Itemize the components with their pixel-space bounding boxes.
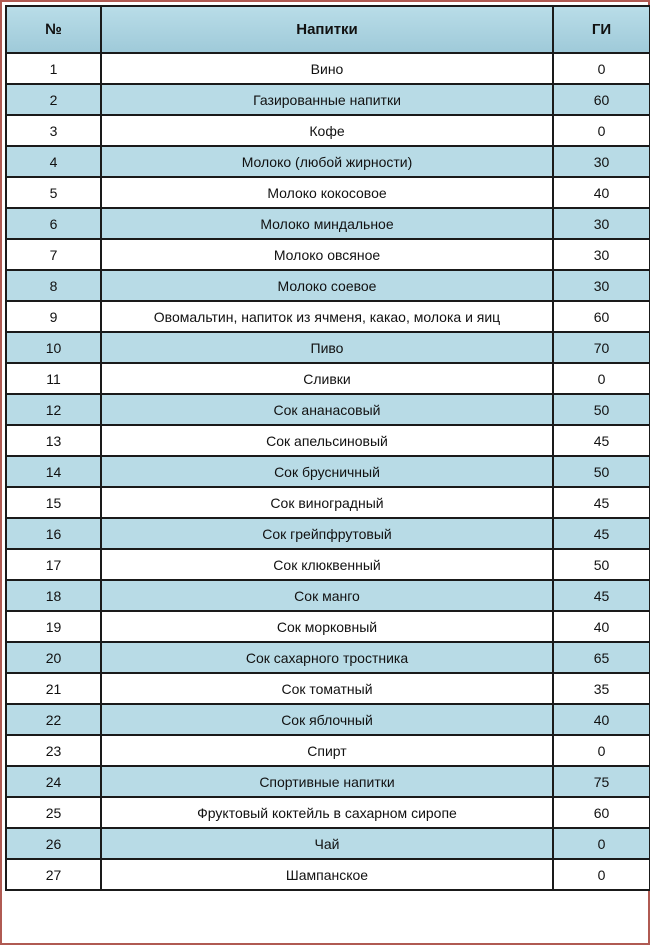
row-number-cell: 8 bbox=[6, 270, 101, 301]
gi-value-cell: 40 bbox=[553, 177, 650, 208]
drink-name-cell: Спирт bbox=[101, 735, 553, 766]
row-number-cell: 7 bbox=[6, 239, 101, 270]
row-number-cell: 26 bbox=[6, 828, 101, 859]
table-row bbox=[6, 704, 650, 735]
drink-name-cell: Сок грейпфрутовый bbox=[101, 518, 553, 549]
header-number: № bbox=[6, 6, 101, 53]
gi-value-cell: 60 bbox=[553, 797, 650, 828]
drink-name-cell: Кофе bbox=[101, 115, 553, 146]
table-row bbox=[6, 735, 650, 766]
table-header-row bbox=[6, 6, 650, 53]
gi-value-cell: 60 bbox=[553, 84, 650, 115]
row-number-cell: 20 bbox=[6, 642, 101, 673]
table-row bbox=[6, 487, 650, 518]
gi-value-cell: 50 bbox=[553, 394, 650, 425]
drink-name-cell: Молоко соевое bbox=[101, 270, 553, 301]
table-row bbox=[6, 84, 650, 115]
row-number-cell: 11 bbox=[6, 363, 101, 394]
drink-name-cell: Пиво bbox=[101, 332, 553, 363]
table-row bbox=[6, 208, 650, 239]
drink-name-cell: Газированные напитки bbox=[101, 84, 553, 115]
drink-name-cell: Молоко овсяное bbox=[101, 239, 553, 270]
row-number-cell: 14 bbox=[6, 456, 101, 487]
gi-value-cell: 0 bbox=[553, 828, 650, 859]
drink-name-cell: Сок манго bbox=[101, 580, 553, 611]
gi-value-cell: 0 bbox=[553, 859, 650, 890]
table-row bbox=[6, 394, 650, 425]
table-row bbox=[6, 580, 650, 611]
gi-value-cell: 30 bbox=[553, 208, 650, 239]
gi-value-cell: 45 bbox=[553, 487, 650, 518]
table-row bbox=[6, 797, 650, 828]
table-row bbox=[6, 642, 650, 673]
drink-name-cell: Сок брусничный bbox=[101, 456, 553, 487]
row-number-cell: 3 bbox=[6, 115, 101, 146]
gi-value-cell: 35 bbox=[553, 673, 650, 704]
table-row bbox=[6, 673, 650, 704]
row-number-cell: 22 bbox=[6, 704, 101, 735]
drink-name-cell: Сок сахарного тростника bbox=[101, 642, 553, 673]
table-row bbox=[6, 53, 650, 84]
gi-value-cell: 50 bbox=[553, 549, 650, 580]
table-row bbox=[6, 146, 650, 177]
gi-value-cell: 70 bbox=[553, 332, 650, 363]
table-row bbox=[6, 518, 650, 549]
table-row bbox=[6, 363, 650, 394]
row-number-cell: 23 bbox=[6, 735, 101, 766]
table-row bbox=[6, 766, 650, 797]
row-number-cell: 13 bbox=[6, 425, 101, 456]
drink-name-cell: Шампанское bbox=[101, 859, 553, 890]
header-drinks: Напитки bbox=[101, 6, 553, 53]
row-number-cell: 12 bbox=[6, 394, 101, 425]
gi-value-cell: 0 bbox=[553, 735, 650, 766]
row-number-cell: 1 bbox=[6, 53, 101, 84]
row-number-cell: 10 bbox=[6, 332, 101, 363]
gi-value-cell: 45 bbox=[553, 518, 650, 549]
drink-name-cell: Сок яблочный bbox=[101, 704, 553, 735]
gi-value-cell: 0 bbox=[553, 363, 650, 394]
drink-name-cell: Сливки bbox=[101, 363, 553, 394]
row-number-cell: 27 bbox=[6, 859, 101, 890]
drink-name-cell: Сок ананасовый bbox=[101, 394, 553, 425]
table-body bbox=[6, 53, 650, 890]
drink-name-cell: Молоко (любой жирности) bbox=[101, 146, 553, 177]
row-number-cell: 2 bbox=[6, 84, 101, 115]
drink-name-cell: Овомальтин, напиток из ячменя, какао, молока и яиц bbox=[101, 301, 553, 332]
gi-value-cell: 0 bbox=[553, 53, 650, 84]
table-row bbox=[6, 332, 650, 363]
gi-value-cell: 30 bbox=[553, 270, 650, 301]
row-number-cell: 24 bbox=[6, 766, 101, 797]
drink-name-cell: Чай bbox=[101, 828, 553, 859]
gi-value-cell: 45 bbox=[553, 580, 650, 611]
table-row bbox=[6, 239, 650, 270]
gi-value-cell: 75 bbox=[553, 766, 650, 797]
gi-value-cell: 65 bbox=[553, 642, 650, 673]
gi-value-cell: 40 bbox=[553, 704, 650, 735]
row-number-cell: 5 bbox=[6, 177, 101, 208]
row-number-cell: 21 bbox=[6, 673, 101, 704]
gi-value-cell: 50 bbox=[553, 456, 650, 487]
gi-value-cell: 30 bbox=[553, 239, 650, 270]
gi-value-cell: 40 bbox=[553, 611, 650, 642]
glycemic-index-table bbox=[5, 5, 650, 891]
table-row bbox=[6, 270, 650, 301]
drink-name-cell: Сок клюквенный bbox=[101, 549, 553, 580]
table-row bbox=[6, 859, 650, 890]
row-number-cell: 6 bbox=[6, 208, 101, 239]
row-number-cell: 19 bbox=[6, 611, 101, 642]
row-number-cell: 16 bbox=[6, 518, 101, 549]
row-number-cell: 25 bbox=[6, 797, 101, 828]
row-number-cell: 15 bbox=[6, 487, 101, 518]
gi-value-cell: 45 bbox=[553, 425, 650, 456]
gi-value-cell: 0 bbox=[553, 115, 650, 146]
row-number-cell: 17 bbox=[6, 549, 101, 580]
drink-name-cell: Вино bbox=[101, 53, 553, 84]
row-number-cell: 4 bbox=[6, 146, 101, 177]
header-gi: ГИ bbox=[553, 6, 650, 53]
drink-name-cell: Сок виноградный bbox=[101, 487, 553, 518]
table-row bbox=[6, 611, 650, 642]
drink-name-cell: Сок морковный bbox=[101, 611, 553, 642]
drink-name-cell: Молоко миндальное bbox=[101, 208, 553, 239]
drink-name-cell: Фруктовый коктейль в сахарном сиропе bbox=[101, 797, 553, 828]
table-row bbox=[6, 425, 650, 456]
table-row bbox=[6, 828, 650, 859]
drink-name-cell: Сок томатный bbox=[101, 673, 553, 704]
table-row bbox=[6, 549, 650, 580]
gi-value-cell: 30 bbox=[553, 146, 650, 177]
gi-value-cell: 60 bbox=[553, 301, 650, 332]
table-row bbox=[6, 115, 650, 146]
table-row bbox=[6, 456, 650, 487]
table-row bbox=[6, 301, 650, 332]
drink-name-cell: Молоко кокосовое bbox=[101, 177, 553, 208]
row-number-cell: 18 bbox=[6, 580, 101, 611]
table-row bbox=[6, 177, 650, 208]
drink-name-cell: Сок апельсиновый bbox=[101, 425, 553, 456]
drink-name-cell: Спортивные напитки bbox=[101, 766, 553, 797]
row-number-cell: 9 bbox=[6, 301, 101, 332]
